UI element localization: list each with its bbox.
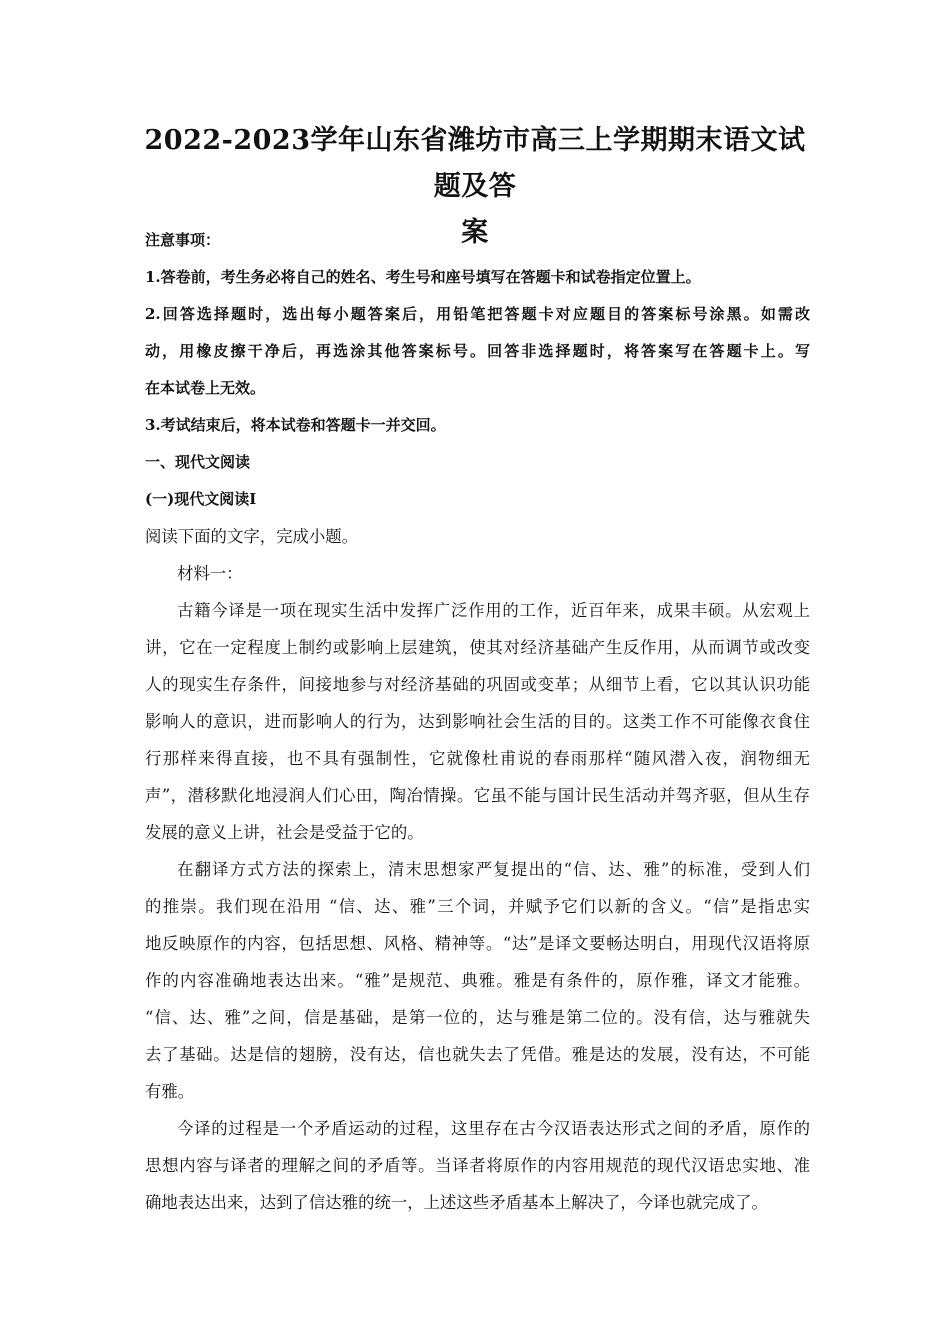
paragraph-line: 思想内容与译者的理解之间的矛盾等。当译者将原作的内容用规范的现代汉语忠实地、准 bbox=[145, 1156, 810, 1175]
paragraph-line: 地反映原作的内容，包括思想、风格、精神等。“达”是译文要畅达明白，用现代汉语将原 bbox=[145, 934, 810, 953]
notice-item-1: 1.答卷前，考生务必将自己的姓名、考生号和座号填写在答题卡和试卷指定位置上。 bbox=[145, 268, 701, 286]
section-heading: 一、现代文阅读 bbox=[145, 453, 251, 471]
paragraph-line: 讲，它在一定程度上制约或影响上层建筑，使其对经济基础产生反作用，从而调节或改变 bbox=[145, 638, 810, 657]
notice-item-2-line-2: 动，用橡皮擦干净后，再选涂其他答案标号。回答非选择题时，将答案写在答题卡上。写 bbox=[145, 342, 810, 360]
notice-item-2-line-3: 在本试卷上无效。 bbox=[145, 379, 266, 397]
reading-instruction: 阅读下面的文字，完成小题。 bbox=[145, 527, 359, 546]
paragraph-line: 今译的过程是一个矛盾运动的过程，这里存在古今汉语表达形式之间的矛盾，原作的 bbox=[177, 1119, 810, 1138]
title-line-1: 2022-2023学年山东省潍坊市高三上学期期末语文试题及答 bbox=[144, 125, 806, 202]
notice-heading: 注意事项： bbox=[145, 231, 221, 249]
paragraph-line: 作的内容准确地表达出来。“雅”是规范、典雅。雅是有条件的，原作雅，译文才能雅。 bbox=[145, 971, 810, 990]
paragraph-line: 在翻译方式方法的探索上，清末思想家严复提出的“信、达、雅”的标准，受到人们 bbox=[177, 860, 810, 879]
paragraph-line: 去了基础。达是信的翅膀，没有达，信也就失去了凭借。雅是达的发展，没有达，不可能 bbox=[145, 1045, 810, 1064]
title-line-2: 案 bbox=[461, 217, 489, 248]
notice-item-2-line-1: 2.回答选择题时，选出每小题答案后，用铅笔把答题卡对应题目的答案标号涂黑。如需改 bbox=[145, 305, 810, 323]
subsection-heading: (一)现代文阅读Ⅰ bbox=[145, 490, 257, 508]
paragraph-1 bbox=[145, 592, 810, 851]
paragraph-line: “信、达、雅”之间，信是基础，是第一位的，达与雅是第二位的。没有信，达与雅就失 bbox=[145, 1008, 810, 1027]
notice-item-3: 3.考试结束后，将本试卷和答题卡一并交回。 bbox=[145, 416, 446, 434]
material-label: 材料一： bbox=[177, 564, 243, 583]
paragraph-line: 人的现实生存条件，间接地参与对经济基础的巩固或变革；从细节上看，它以其认识功能 bbox=[145, 675, 810, 694]
paragraph-line: 声”，潜移默化地浸润人们心田，陶冶情操。它虽不能与国计民生活动并驾齐驱，但从生存 bbox=[145, 786, 810, 805]
paragraph-3 bbox=[145, 1110, 810, 1221]
paragraph-line: 的推崇。我们现在沿用 “信、达、雅”三个词，并赋予它们以新的含义。“信”是指忠实 bbox=[145, 897, 810, 916]
paragraph-line: 发展的意义上讲，社会是受益于它的。 bbox=[145, 823, 424, 842]
paragraph-line: 古籍今译是一项在现实生活中发挥广泛作用的工作，近百年来，成果丰硕。从宏观上 bbox=[177, 601, 810, 620]
paragraph-line: 行那样来得直接，也不具有强制性，它就像杜甫说的春雨那样“随风潜入夜，润物细无 bbox=[145, 749, 810, 768]
paragraph-line: 确地表达出来，达到了信达雅的统一，上述这些矛盾基本上解决了，今译也就完成了。 bbox=[145, 1193, 768, 1212]
paragraph-line: 影响人的意识，进而影响人的行为，达到影响社会生活的目的。这类工作不可能像衣食住 bbox=[145, 712, 810, 731]
paragraph-2 bbox=[145, 851, 810, 1110]
document-body bbox=[145, 222, 810, 1221]
paragraph-line: 有雅。 bbox=[145, 1082, 195, 1101]
